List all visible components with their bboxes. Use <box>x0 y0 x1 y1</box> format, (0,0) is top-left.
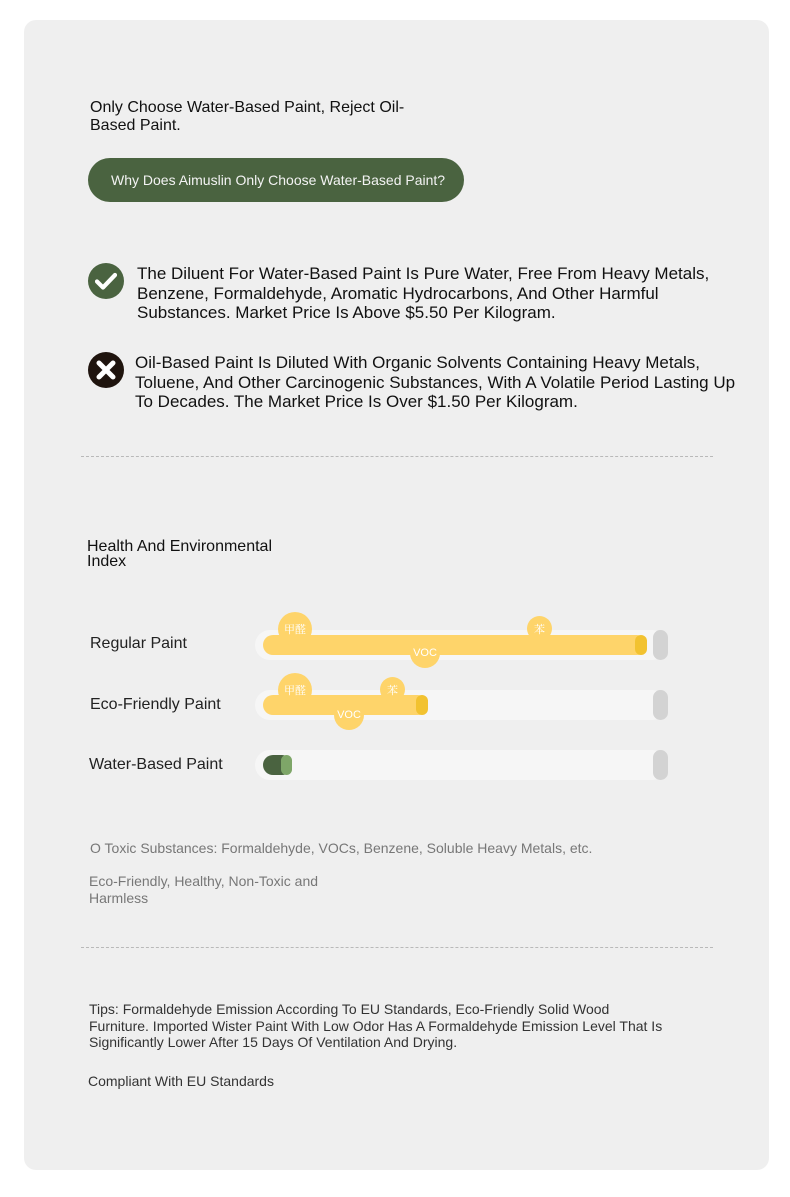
track-end-cap <box>653 690 668 720</box>
why-water-based-button[interactable]: Why Does Aimuslin Only Choose Water-Based Paint? <box>88 158 464 202</box>
page-heading: Only Choose Water-Based Paint, Reject Oil-Based Paint. <box>90 99 405 134</box>
voc-bubble: VOC <box>410 638 440 668</box>
track-end-cap <box>653 630 668 660</box>
eco-friendly-paint-label: Eco-Friendly Paint <box>90 696 221 713</box>
section-divider <box>81 947 713 948</box>
section-divider <box>81 456 713 457</box>
regular-paint-bar <box>263 635 647 655</box>
track-end-cap <box>653 750 668 780</box>
benzene-bubble: 苯 <box>527 616 552 641</box>
voc-bubble: VOC <box>334 700 364 730</box>
eco-friendly-paint-bar-tip <box>416 695 428 715</box>
benzene-bubble: 苯 <box>380 677 405 702</box>
checkmark-icon <box>88 263 124 299</box>
health-index-title: Health And Environmental Index <box>87 538 272 570</box>
water-based-paint-label: Water-Based Paint <box>89 756 223 773</box>
x-mark-icon <box>88 352 124 388</box>
toxic-substances-note: O Toxic Substances: Formaldehyde, VOCs, Benzene, Soluble Heavy Metals, etc. <box>90 840 593 856</box>
water-based-paint-bar-tip <box>281 755 292 775</box>
regular-paint-bar-tip <box>635 635 647 655</box>
compliance-text: Compliant With EU Standards <box>88 1073 274 1089</box>
tips-text: Tips: Formaldehyde Emission According To EU Standards, Eco-Friendly Solid Wood Furniture. Imported Wister Paint With Low Odor Has A Formaldehyde Emission Level That Is Significantly Lower After 15 Days Of Ventilation And Drying. <box>89 1001 663 1050</box>
formaldehyde-bubble: 甲醛 <box>278 673 312 707</box>
water-based-paint-track <box>255 750 667 780</box>
water-based-paint-statement: The Diluent For Water-Based Paint Is Pure Water, Free From Heavy Metals, Benzene, Formaldehyde, Aromatic Hydrocarbons, And Other Harmful Substances. Market Price Is Above $5.50 Per Kilogram. <box>137 264 710 322</box>
regular-paint-label: Regular Paint <box>90 635 187 652</box>
oil-based-paint-statement: Oil-Based Paint Is Diluted With Organic Solvents Containing Heavy Metals, Toluene, And Other Carcinogenic Substances, With A Volatile Period Lasting Up To Decades. The Market Price Is Over $1.50 Per Kilogram. <box>135 353 736 411</box>
eco-friendly-note: Eco-Friendly, Healthy, Non-Toxic and Harmless <box>89 873 319 906</box>
formaldehyde-bubble: 甲醛 <box>278 612 312 646</box>
